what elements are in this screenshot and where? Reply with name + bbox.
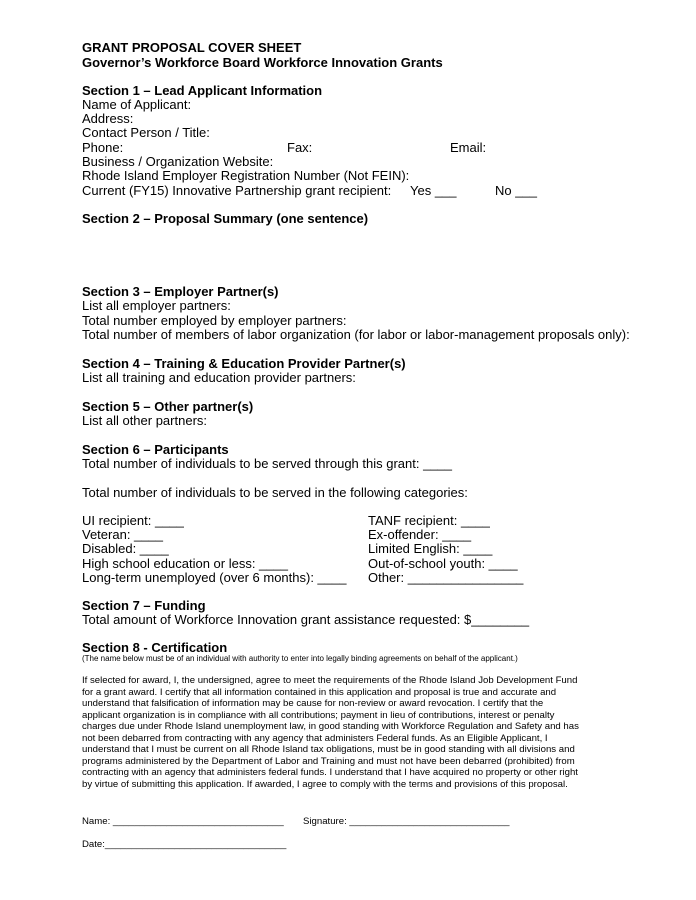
training-partners-label: List all training and education provider partners: bbox=[82, 370, 356, 385]
out-of-school-youth-label: Out-of-school youth: ____ bbox=[368, 556, 518, 571]
ui-recipient-label: UI recipient: ____ bbox=[82, 513, 184, 528]
date-field: Date:__________________________________ bbox=[82, 839, 287, 850]
grant-recipient-label: Current (FY15) Innovative Partnership grant recipient: bbox=[82, 183, 392, 198]
ex-offender-label: Ex-offender: ____ bbox=[368, 527, 472, 542]
recipient-no-option: No ___ bbox=[495, 183, 537, 198]
limited-english-label: Limited English: ____ bbox=[368, 541, 493, 556]
document-title: GRANT PROPOSAL COVER SHEET bbox=[82, 40, 302, 55]
section-1-heading: Section 1 – Lead Applicant Information bbox=[82, 83, 323, 98]
high-school-label: High school education or less: ____ bbox=[82, 556, 288, 571]
certification-line: programs administered by the Department of Labor and Training and must not have been debarred (prohibited) from bbox=[82, 755, 575, 767]
tanf-recipient-label: TANF recipient: ____ bbox=[368, 513, 490, 528]
section-2-heading: Section 2 – Proposal Summary (one sentence) bbox=[82, 211, 369, 226]
certification-line: applicant organization is in compliance with all contributions; payment in lieu of contributions, interest or penalty bbox=[82, 709, 555, 721]
signature-field: Signature: ______________________________ bbox=[303, 816, 510, 827]
section-3-heading: Section 3 – Employer Partner(s) bbox=[82, 284, 279, 299]
signer-name-field: Name: ________________________________ bbox=[82, 816, 284, 827]
registration-number-label: Rhode Island Employer Registration Number (Not FEIN): bbox=[82, 168, 410, 183]
labor-members-label: Total number of members of labor organization (for labor or labor-management proposals only): bbox=[82, 327, 630, 342]
certification-line: understand that falsification of information may be cause for non-review or award revocation. I certify that the bbox=[82, 698, 544, 709]
address-label: Address: bbox=[82, 111, 134, 126]
total-employed-label: Total number employed by employer partners: bbox=[82, 313, 347, 328]
other-category-label: Other: ________________ bbox=[368, 570, 524, 585]
certification-line: If selected for award, I, the undersigned, agree to meet the requirements of the Rhode Island Job Development Fund bbox=[82, 675, 578, 686]
veteran-label: Veteran: ____ bbox=[82, 527, 163, 542]
categories-label: Total number of individuals to be served in the following categories: bbox=[82, 485, 468, 500]
applicant-name-label: Name of Applicant: bbox=[82, 97, 192, 112]
section-4-heading: Section 4 – Training & Education Provider Partner(s) bbox=[82, 356, 406, 371]
phone-label: Phone: bbox=[82, 140, 124, 155]
recipient-yes-option: Yes ___ bbox=[410, 183, 457, 198]
certification-line: charges due under Rhode Island unemployment law, in good standing with Workforce Regulation and Safety and has bbox=[82, 721, 579, 732]
section-8-heading: Section 8 - Certification bbox=[82, 640, 228, 655]
section-6-heading: Section 6 – Participants bbox=[82, 442, 229, 457]
section-5-heading: Section 5 – Other partner(s) bbox=[82, 399, 254, 414]
contact-label: Contact Person / Title: bbox=[82, 125, 210, 140]
other-partners-label: List all other partners: bbox=[82, 413, 208, 428]
email-label: Email: bbox=[450, 140, 487, 155]
certification-line: not been debarred from contracting with any agency that administers Federal funds. As an Eligible Applicant, I bbox=[82, 732, 548, 744]
certification-line: contracting with an agency that administers federal funds. I understand that I have acquired no property or other right bbox=[82, 767, 578, 778]
grant-amount-label: Total amount of Workforce Innovation grant assistance requested: $________ bbox=[82, 612, 530, 627]
employer-partners-label: List all employer partners: bbox=[82, 298, 231, 313]
certification-line: understand that I must be current on all Rhode Island tax obligations, must be in good standing with all divisions and bbox=[82, 744, 575, 755]
section-7-heading: Section 7 – Funding bbox=[82, 598, 206, 613]
document-subtitle: Governor’s Workforce Board Workforce Innovation Grants bbox=[82, 55, 443, 70]
disabled-label: Disabled: ____ bbox=[82, 541, 169, 556]
certification-line: by virtue of submitting this application. If awarded, I agree to comply with the terms and provisions of this proposal. bbox=[82, 778, 568, 790]
long-term-unemployed-label: Long-term unemployed (over 6 months): ____ bbox=[82, 570, 347, 585]
total-served-label: Total number of individuals to be served through this grant: ____ bbox=[82, 456, 453, 471]
certification-note: (The name below must be of an individual with authority to enter into legally binding agreements on behalf of the applicant.) bbox=[82, 654, 518, 663]
website-label: Business / Organization Website: bbox=[82, 154, 274, 169]
certification-line: for a grant award. I certify that all information contained in this application and proposal is true and accurate and bbox=[82, 686, 557, 698]
fax-label: Fax: bbox=[287, 140, 313, 155]
